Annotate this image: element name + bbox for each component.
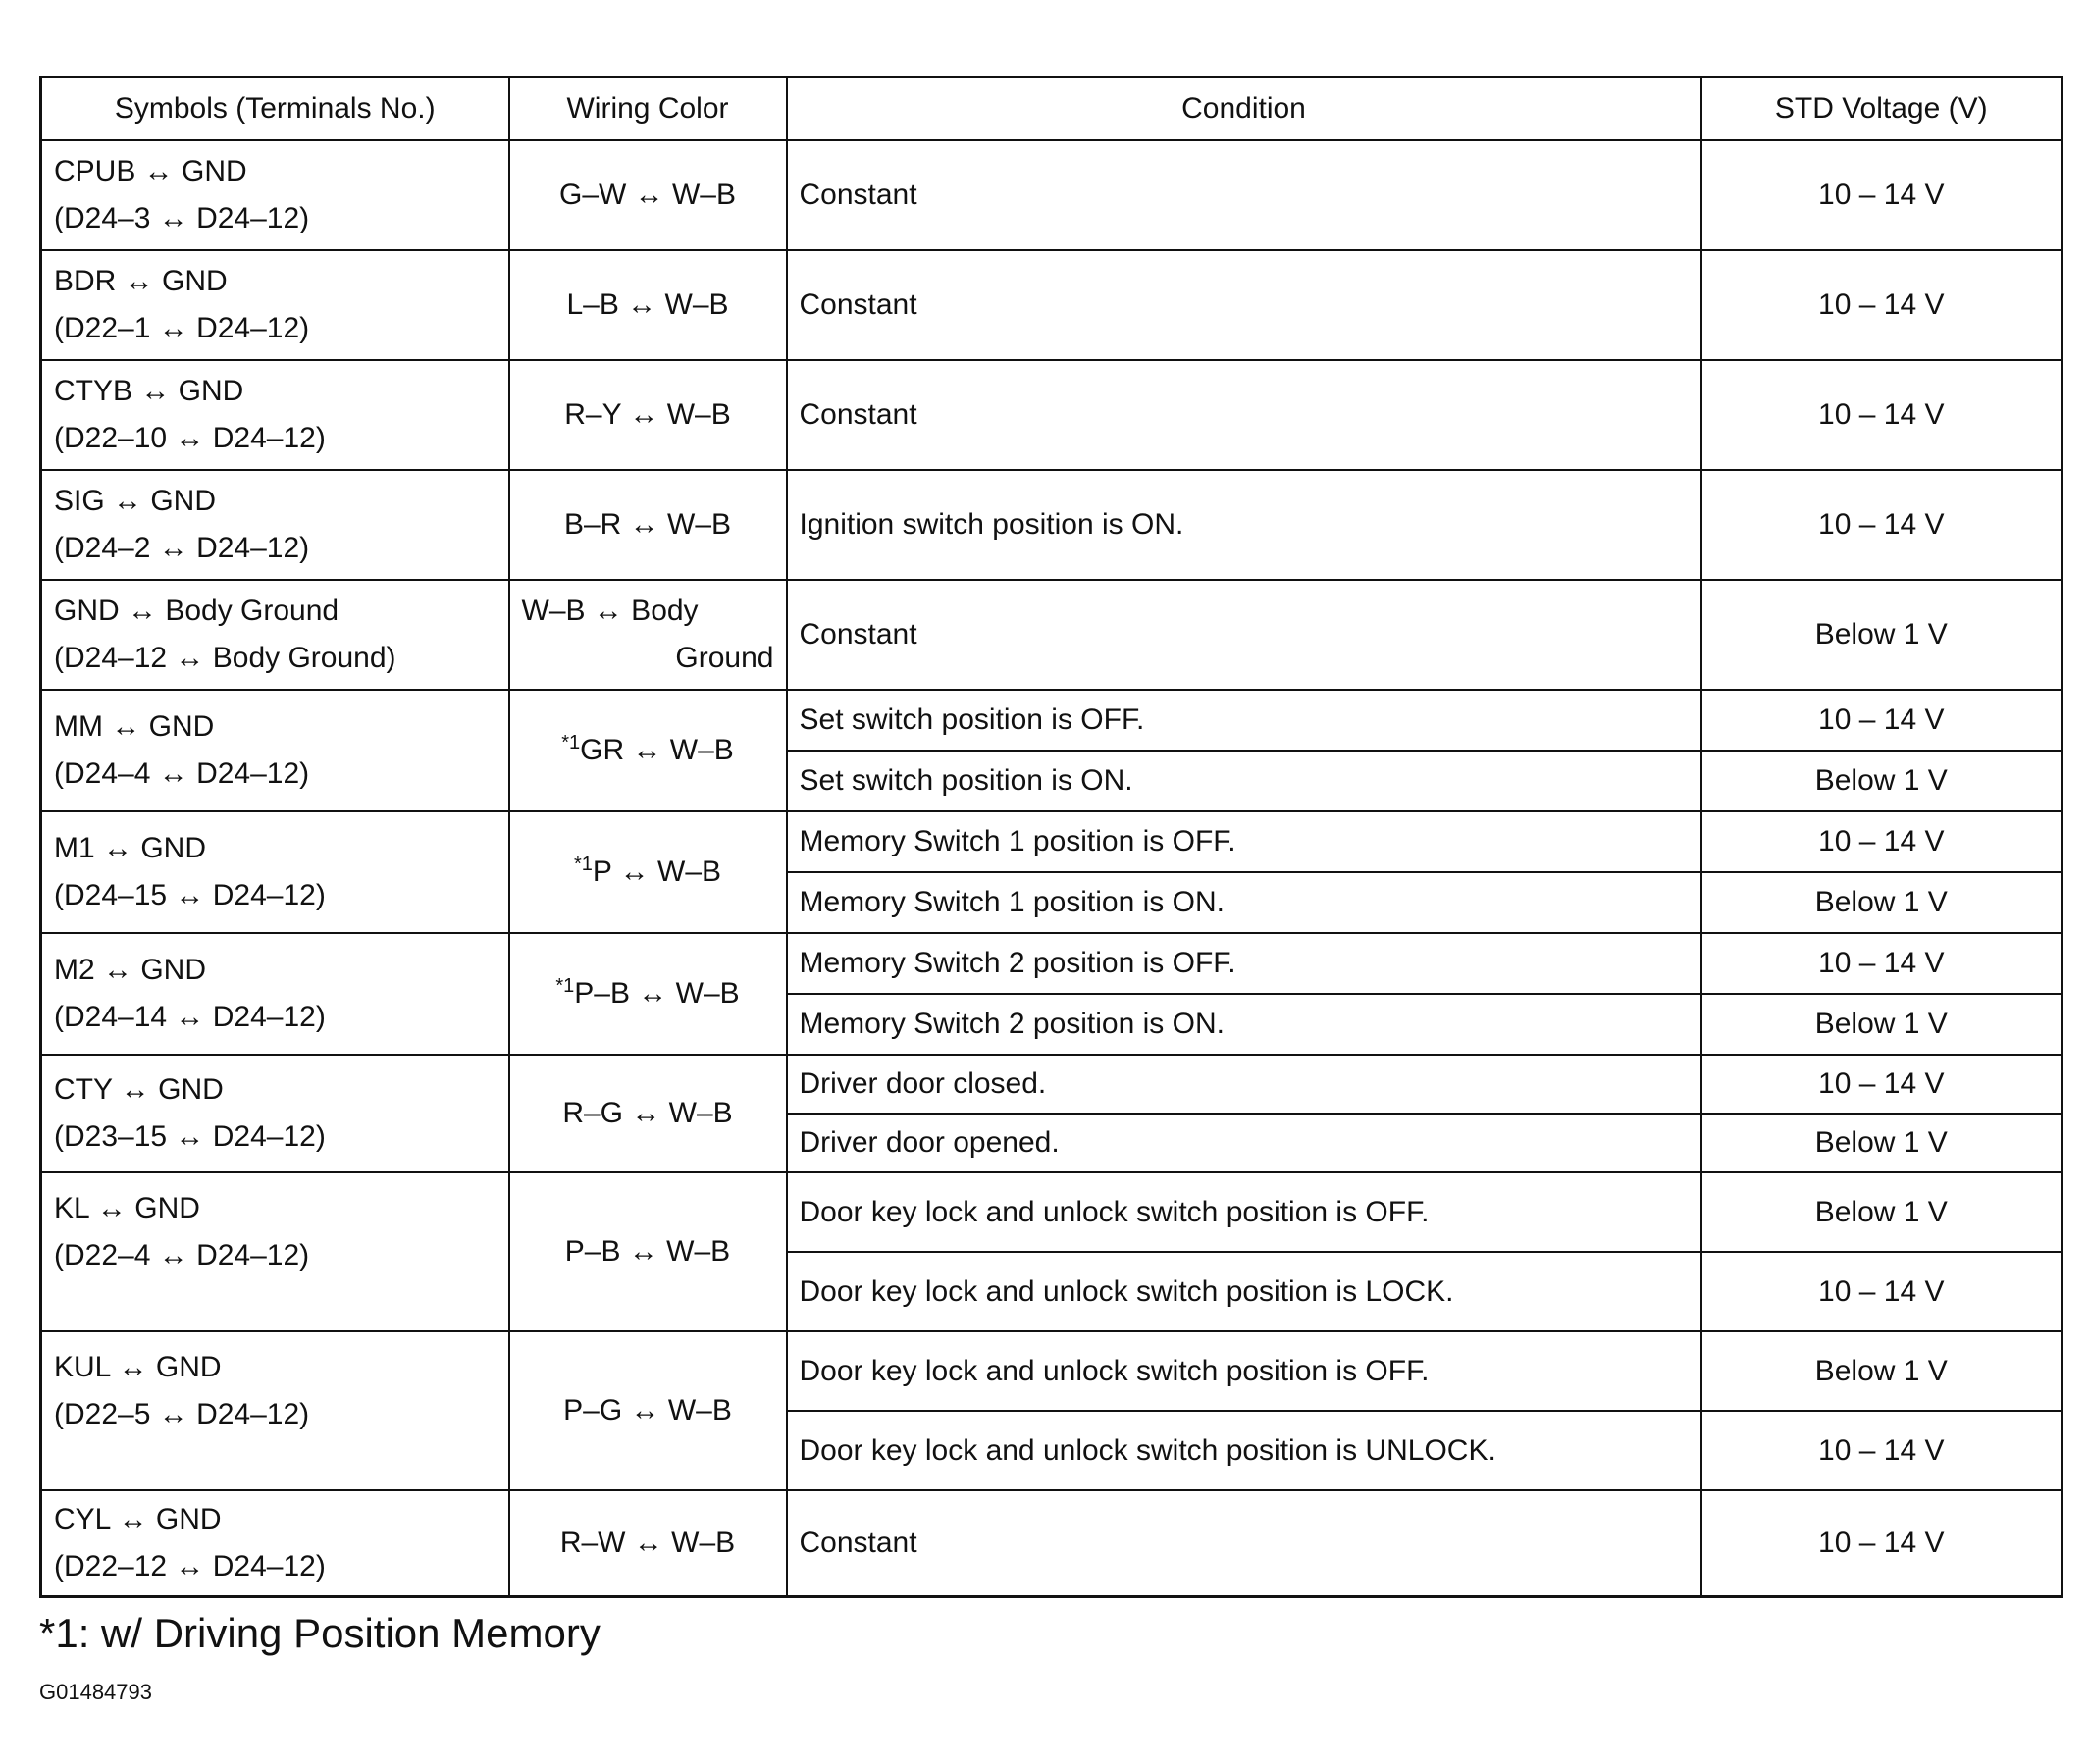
wiring-color-cell: L–B ↔ W–B bbox=[509, 250, 787, 360]
voltage-cell: 10 – 14 V bbox=[1701, 690, 2063, 751]
header-std-voltage: STD Voltage (V) bbox=[1701, 78, 2063, 141]
voltage-cell: Below 1 V bbox=[1701, 580, 2063, 690]
symbol-cell bbox=[41, 1490, 509, 1596]
table-row bbox=[41, 250, 2063, 360]
voltage-cell: 10 – 14 V bbox=[1701, 1490, 2063, 1596]
symbol-label: KUL ↔ GND bbox=[54, 1351, 222, 1383]
voltage-cell: 10 – 14 V bbox=[1701, 140, 2063, 250]
terminal-label: (D24–2 ↔ D24–12) bbox=[54, 532, 310, 564]
condition-cell: Door key lock and unlock switch position is LOCK. bbox=[787, 1252, 1701, 1331]
table-row bbox=[41, 1172, 2063, 1252]
symbol-label: BDR ↔ GND bbox=[54, 265, 228, 297]
table-row bbox=[41, 811, 2063, 872]
terminal-label: (D22–4 ↔ D24–12) bbox=[54, 1239, 310, 1271]
symbol-label: CTY ↔ GND bbox=[54, 1073, 224, 1106]
voltage-cell: 10 – 14 V bbox=[1701, 811, 2063, 872]
voltage-cell: 10 – 14 V bbox=[1701, 250, 2063, 360]
symbol-cell bbox=[41, 1172, 509, 1331]
voltage-cell: Below 1 V bbox=[1701, 1172, 2063, 1252]
symbol-cell bbox=[41, 360, 509, 470]
symbol-label: CTYB ↔ GND bbox=[54, 375, 244, 407]
condition-cell: Driver door closed. bbox=[787, 1055, 1701, 1114]
wiring-color-label: P ↔ W–B bbox=[592, 856, 722, 888]
terminal-label: (D22–12 ↔ D24–12) bbox=[54, 1549, 326, 1582]
voltage-cell: 10 – 14 V bbox=[1701, 1252, 2063, 1331]
symbol-label: SIG ↔ GND bbox=[54, 485, 217, 517]
condition-cell: Constant bbox=[787, 580, 1701, 690]
condition-cell: Door key lock and unlock switch position is OFF. bbox=[787, 1172, 1701, 1252]
terminal-label: (D23–15 ↔ D24–12) bbox=[54, 1120, 326, 1153]
voltage-cell: Below 1 V bbox=[1701, 994, 2063, 1055]
voltage-cell: Below 1 V bbox=[1701, 751, 2063, 811]
terminal-label: (D24–3 ↔ D24–12) bbox=[54, 202, 310, 234]
symbol-label: CPUB ↔ GND bbox=[54, 155, 247, 187]
wiring-color-cell: P–G ↔ W–B bbox=[509, 1331, 787, 1490]
wiring-color-line-1: W–B ↔ Body bbox=[521, 595, 699, 627]
terminal-label: (D24–15 ↔ D24–12) bbox=[54, 879, 326, 911]
footnote-marker: *1 bbox=[555, 975, 575, 997]
terminal-label: (D22–1 ↔ D24–12) bbox=[54, 312, 310, 344]
table-row bbox=[41, 580, 2063, 690]
table-header-row bbox=[41, 78, 2063, 141]
table-row bbox=[41, 1490, 2063, 1596]
voltage-cell: Below 1 V bbox=[1701, 872, 2063, 933]
wiring-color-line-2: Ground bbox=[675, 642, 774, 674]
voltage-cell: 10 – 14 V bbox=[1701, 933, 2063, 994]
condition-cell: Door key lock and unlock switch position is OFF. bbox=[787, 1331, 1701, 1411]
condition-cell: Memory Switch 1 position is ON. bbox=[787, 872, 1701, 933]
terminal-label: (D24–14 ↔ D24–12) bbox=[54, 1001, 326, 1033]
terminal-label: (D24–12 ↔ Body Ground) bbox=[54, 642, 396, 674]
condition-cell: Memory Switch 1 position is OFF. bbox=[787, 811, 1701, 872]
condition-cell: Constant bbox=[787, 140, 1701, 250]
figure-code: G01484793 bbox=[39, 1679, 152, 1704]
terminal-voltage-table bbox=[39, 76, 2063, 1598]
voltage-cell: Below 1 V bbox=[1701, 1331, 2063, 1411]
symbol-label: MM ↔ GND bbox=[54, 710, 215, 743]
footnote-marker: *1 bbox=[573, 854, 593, 875]
voltage-cell: 10 – 14 V bbox=[1701, 1055, 2063, 1114]
symbol-label: KL ↔ GND bbox=[54, 1192, 200, 1224]
symbol-cell bbox=[41, 140, 509, 250]
wiring-color-cell: R–Y ↔ W–B bbox=[509, 360, 787, 470]
header-condition: Condition bbox=[787, 78, 1701, 141]
footnote-marker: *1 bbox=[561, 732, 581, 753]
terminal-label: (D22–5 ↔ D24–12) bbox=[54, 1398, 310, 1430]
table-row bbox=[41, 933, 2063, 994]
symbol-cell bbox=[41, 933, 509, 1055]
voltage-cell: 10 – 14 V bbox=[1701, 360, 2063, 470]
condition-cell: Door key lock and unlock switch position is UNLOCK. bbox=[787, 1411, 1701, 1490]
symbol-cell bbox=[41, 1331, 509, 1490]
wiring-color-label: GR ↔ W–B bbox=[580, 734, 734, 766]
symbol-cell bbox=[41, 811, 509, 933]
condition-cell: Ignition switch position is ON. bbox=[787, 470, 1701, 580]
wiring-color-cell: R–W ↔ W–B bbox=[509, 1490, 787, 1596]
table-row bbox=[41, 140, 2063, 250]
table-row bbox=[41, 1055, 2063, 1114]
footnote: *1: w/ Driving Position Memory bbox=[39, 1609, 601, 1656]
symbol-cell bbox=[41, 580, 509, 690]
condition-cell: Memory Switch 2 position is OFF. bbox=[787, 933, 1701, 994]
wiring-color-cell: B–R ↔ W–B bbox=[509, 470, 787, 580]
wiring-color-cell bbox=[509, 690, 787, 811]
symbol-label: M1 ↔ GND bbox=[54, 832, 207, 864]
table-row bbox=[41, 1331, 2063, 1411]
wiring-color-cell bbox=[509, 580, 787, 690]
wiring-color-cell bbox=[509, 933, 787, 1055]
symbol-cell bbox=[41, 690, 509, 811]
condition-cell: Memory Switch 2 position is ON. bbox=[787, 994, 1701, 1055]
wiring-color-label: P–B ↔ W–B bbox=[574, 977, 740, 1010]
voltage-cell: 10 – 14 V bbox=[1701, 470, 2063, 580]
terminal-label: (D24–4 ↔ D24–12) bbox=[54, 757, 310, 790]
wiring-color-cell: R–G ↔ W–B bbox=[509, 1055, 787, 1172]
voltage-cell: Below 1 V bbox=[1701, 1114, 2063, 1172]
voltage-cell: 10 – 14 V bbox=[1701, 1411, 2063, 1490]
symbol-label: GND ↔ Body Ground bbox=[54, 595, 339, 627]
condition-cell: Driver door opened. bbox=[787, 1114, 1701, 1172]
symbol-cell bbox=[41, 470, 509, 580]
symbol-label: M2 ↔ GND bbox=[54, 954, 207, 986]
condition-cell: Constant bbox=[787, 1490, 1701, 1596]
table-row bbox=[41, 470, 2063, 580]
terminal-label: (D22–10 ↔ D24–12) bbox=[54, 422, 326, 454]
wiring-color-cell bbox=[509, 811, 787, 933]
symbol-label: CYL ↔ GND bbox=[54, 1502, 222, 1535]
header-symbols: Symbols (Terminals No.) bbox=[41, 78, 509, 141]
symbol-cell bbox=[41, 1055, 509, 1172]
header-wiring-color: Wiring Color bbox=[509, 78, 787, 141]
condition-cell: Constant bbox=[787, 360, 1701, 470]
table-row bbox=[41, 690, 2063, 751]
wiring-color-cell: G–W ↔ W–B bbox=[509, 140, 787, 250]
document-page bbox=[39, 76, 2061, 1706]
condition-cell: Constant bbox=[787, 250, 1701, 360]
wiring-color-cell: P–B ↔ W–B bbox=[509, 1172, 787, 1331]
symbol-cell bbox=[41, 250, 509, 360]
condition-cell: Set switch position is OFF. bbox=[787, 690, 1701, 751]
condition-cell: Set switch position is ON. bbox=[787, 751, 1701, 811]
table-row bbox=[41, 360, 2063, 470]
